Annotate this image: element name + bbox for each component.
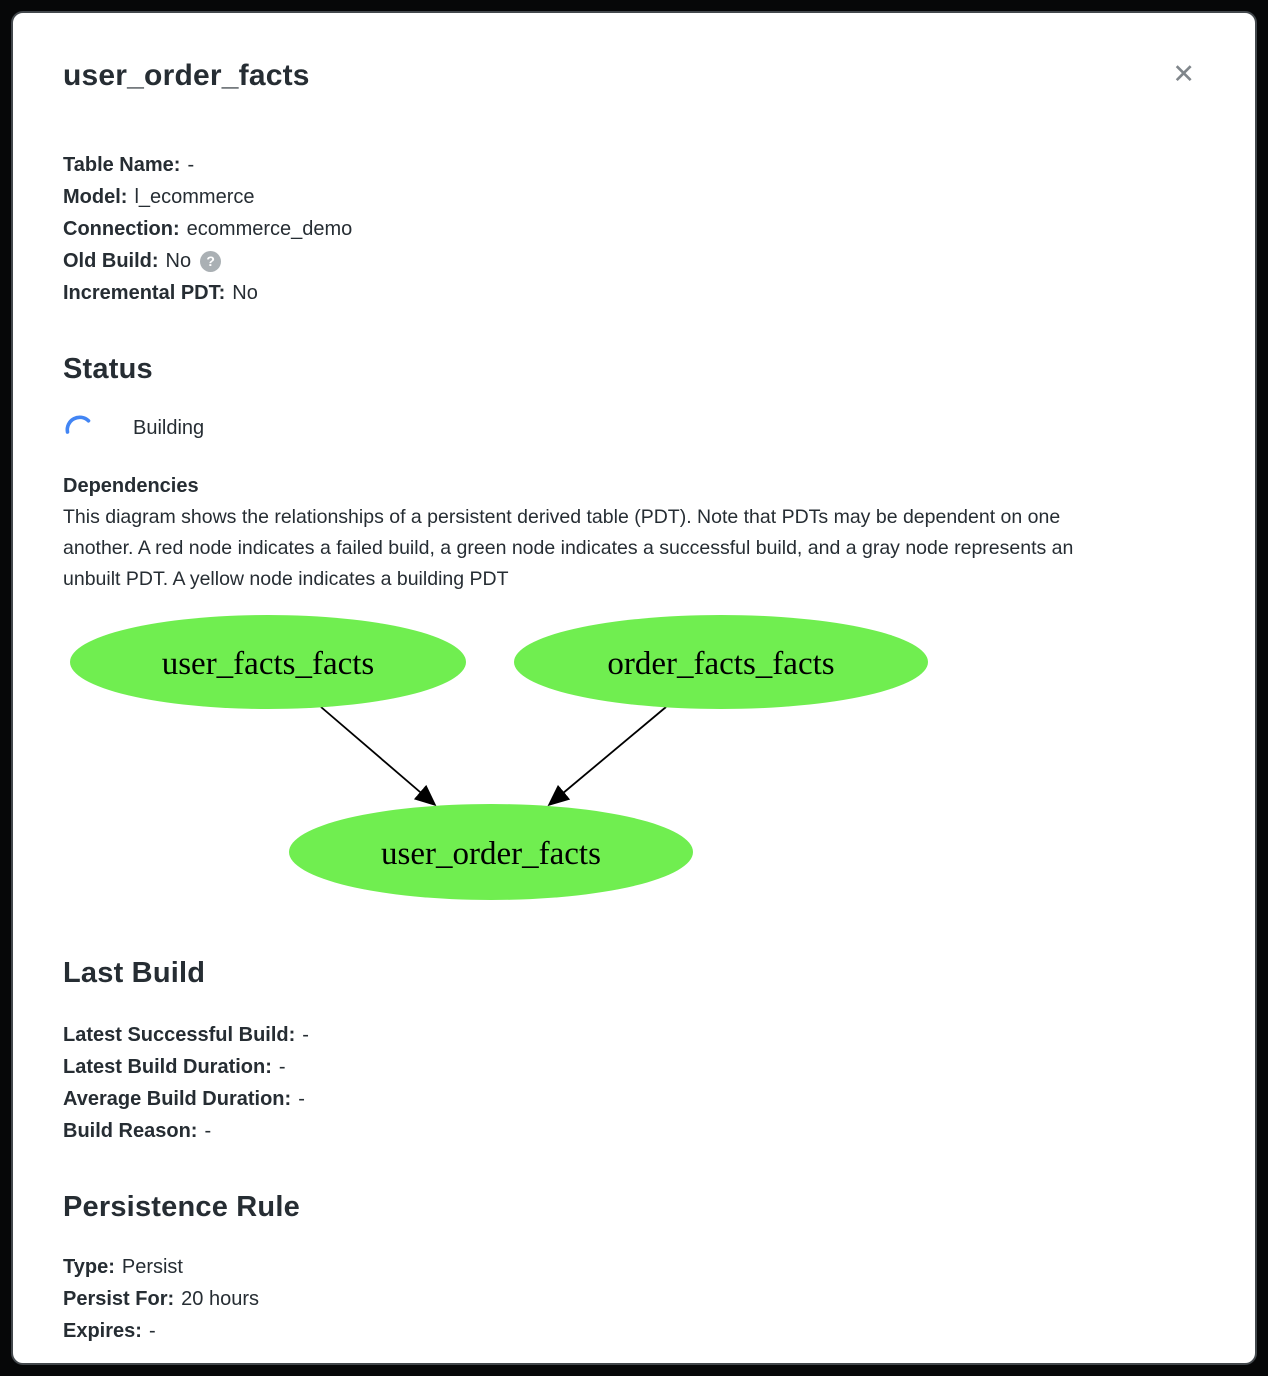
detail-value: - [278, 1056, 286, 1078]
graph-node-label: user_facts_facts [161, 646, 375, 682]
detail-row-connection [63, 213, 1209, 245]
detail-label: Model: [63, 186, 128, 208]
pdt-dependency-graph [63, 611, 943, 905]
detail-label: Old Build: [63, 250, 159, 272]
detail-label: Table Name: [63, 154, 181, 176]
status-section-heading: Status [63, 353, 153, 385]
detail-row-table-name [63, 149, 1209, 181]
detail-value: Persist [121, 1256, 183, 1278]
help-icon[interactable]: ? [200, 251, 221, 272]
dependencies-description: This diagram shows the relationships of a persistent derived table (PDT). Note that PDTs may be dependent on one another. A red node indicates a failed build, a green node indicates a successful build, and a gray node represents an unbuilt PDT. A yellow node indicates a building PDT [63, 506, 1074, 590]
detail-row-build-reason [63, 1115, 1209, 1147]
detail-row-type [63, 1251, 1209, 1283]
detail-row-latest-build-duration [63, 1051, 1209, 1083]
detail-value: 20 hours [181, 1288, 259, 1310]
detail-value: No [232, 282, 258, 304]
detail-row-model [63, 181, 1209, 213]
detail-label: Type: [63, 1256, 115, 1278]
detail-label: Latest Build Duration: [63, 1056, 272, 1078]
detail-label: Latest Successful Build: [63, 1024, 296, 1046]
detail-row-expires [63, 1315, 1209, 1347]
detail-value: - [298, 1088, 305, 1110]
pdt-details-modal [11, 11, 1257, 1365]
detail-row-persist-for [63, 1283, 1209, 1315]
detail-label: Average Build Duration: [63, 1088, 292, 1110]
graph-node-user-order-facts[interactable] [289, 804, 693, 900]
detail-value: No [165, 250, 192, 272]
graph-node-user-facts-facts[interactable] [70, 615, 466, 709]
status-text: Building [133, 416, 205, 439]
detail-label: Persist For: [63, 1288, 175, 1310]
close-button[interactable] [1168, 57, 1209, 92]
last-build-list [63, 1019, 1209, 1147]
detail-row-average-build-duration [63, 1083, 1209, 1115]
dependencies-section [63, 471, 1209, 595]
status-row [63, 411, 1209, 445]
detail-label: Build Reason: [63, 1120, 198, 1142]
detail-row-incremental-pdt [63, 277, 1209, 309]
dependencies-heading: Dependencies [63, 475, 199, 497]
detail-label: Incremental PDT: [63, 282, 226, 304]
detail-value: - [302, 1024, 309, 1046]
building-spinner-icon [63, 412, 96, 445]
graph-node-label: user_order_facts [381, 836, 601, 872]
page-title: user_order_facts [63, 59, 310, 92]
detail-value: ecommerce_demo [186, 218, 353, 240]
edge-user-facts-to-user-order [321, 707, 434, 804]
detail-row-latest-successful-build [63, 1019, 1209, 1051]
detail-label: Connection: [63, 218, 180, 240]
detail-value: - [204, 1120, 212, 1142]
detail-label: Expires: [63, 1320, 142, 1342]
edge-order-facts-to-user-order [550, 707, 666, 804]
graph-node-order-facts-facts[interactable] [514, 615, 928, 709]
close-icon: ✕ [1172, 59, 1195, 89]
persistence-rule-section-heading: Persistence Rule [63, 1191, 300, 1223]
last-build-section-heading: Last Build [63, 957, 206, 989]
detail-value: - [187, 154, 195, 176]
persistence-rule-list [63, 1251, 1209, 1347]
graph-node-label: order_facts_facts [607, 646, 835, 682]
detail-row-old-build [63, 245, 1209, 277]
detail-value: - [148, 1320, 156, 1342]
detail-value: l_ecommerce [134, 186, 255, 208]
pdt-details-list [63, 149, 1209, 309]
modal-header [63, 57, 1209, 95]
